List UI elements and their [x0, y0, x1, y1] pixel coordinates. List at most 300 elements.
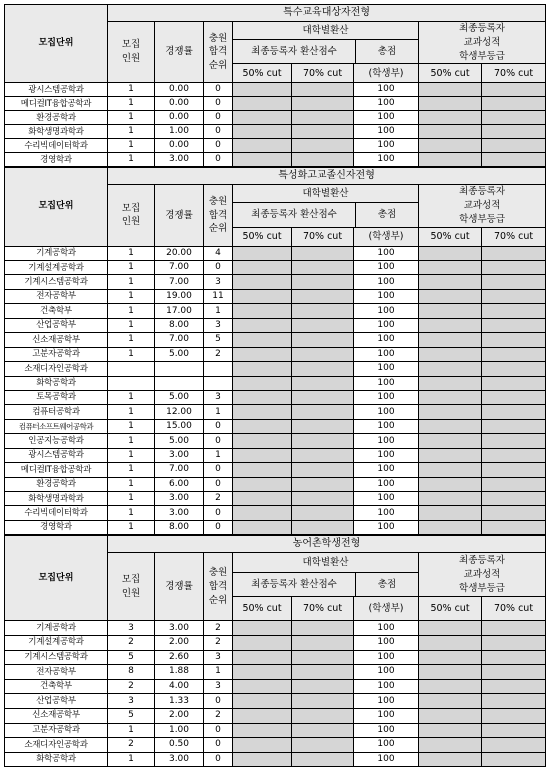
total-value: 100	[354, 83, 419, 97]
grade-header-text-line-1: 최종등록자	[459, 186, 505, 198]
conv-cut70-cell	[292, 419, 354, 433]
capacity-value: 3	[108, 694, 155, 709]
rank-value: 2	[204, 708, 233, 723]
capacity-value: 5	[108, 708, 155, 723]
table-row	[5, 97, 546, 111]
conv-cut50-cell	[233, 376, 292, 390]
unit-name: 화학공학과	[5, 376, 108, 390]
conv-cut50-cell	[233, 153, 292, 167]
capacity-value: 2	[108, 679, 155, 694]
rank-header-text-line-3: 순위	[208, 594, 228, 606]
grade-header-text-line-1: 최종등록자	[459, 23, 505, 34]
table-row	[5, 752, 546, 767]
competition-value: 1.00	[155, 125, 204, 139]
grade-cut70-cell	[482, 261, 546, 275]
capacity-value: 2	[108, 738, 155, 753]
competition-value: 4.00	[155, 679, 204, 694]
total-value: 100	[354, 506, 419, 520]
capacity-value: 1	[108, 289, 155, 303]
conv-cut70-cell	[292, 83, 354, 97]
total-value: 100	[354, 405, 419, 419]
grade-cut70-cell	[482, 679, 546, 694]
grade-cut70-header: 70% cut	[482, 64, 546, 83]
table-row	[5, 246, 546, 260]
competition-value: 5.00	[155, 347, 204, 361]
grade-cut70-cell	[482, 752, 546, 767]
unit-name: 산업공학부	[5, 694, 108, 709]
total-value: 100	[354, 463, 419, 477]
total-value: 100	[354, 261, 419, 275]
conv-cut70-cell	[292, 390, 354, 404]
capacity-value: 1	[108, 419, 155, 433]
capacity-header-text	[108, 573, 154, 601]
conv-cut50-cell	[233, 679, 292, 694]
conv-cut70-cell	[292, 635, 354, 650]
univ-conv-block	[233, 185, 419, 227]
header-row	[5, 536, 546, 553]
capacity-value: 3	[108, 621, 155, 636]
table-row	[5, 738, 546, 753]
conv-cut50-cell	[233, 318, 292, 332]
competition-value: 8.00	[155, 318, 204, 332]
unit-name: 신소재공학부	[5, 333, 108, 347]
capacity-value: 1	[108, 275, 155, 289]
rank-value: 1	[204, 405, 233, 419]
total-value: 100	[354, 635, 419, 650]
conv-cut50-cell	[233, 97, 292, 111]
capacity-value: 1	[108, 246, 155, 260]
rank-value: 3	[204, 318, 233, 332]
rank-value: 2	[204, 492, 233, 506]
conv-cut50-cell	[233, 738, 292, 753]
unit-name: 기계설계공학과	[5, 261, 108, 275]
grade-cut70-cell	[482, 477, 546, 491]
grade-cut50-cell	[419, 289, 482, 303]
conv-cut70-cell	[292, 111, 354, 125]
conv-cut70-cell	[292, 463, 354, 477]
grade-cut50-cell	[419, 246, 482, 260]
grade-header	[419, 185, 546, 227]
table-row	[5, 125, 546, 139]
grade-cut70-cell	[482, 520, 546, 534]
univ-conv-inner	[233, 185, 418, 226]
competition-value: 17.00	[155, 304, 204, 318]
total-value: 100	[354, 520, 419, 534]
grade-cut50-cell	[419, 347, 482, 361]
grade-cut50-cell	[419, 83, 482, 97]
competition-value: 0.00	[155, 111, 204, 125]
competition-value	[155, 376, 204, 390]
conv-cut70-cell	[292, 153, 354, 167]
table-row	[5, 419, 546, 433]
grade-cut70-cell	[482, 738, 546, 753]
cut50-header: 50% cut	[233, 597, 292, 621]
header-row	[5, 168, 546, 185]
unit-name: 광시스템공학과	[5, 448, 108, 462]
competition-value: 3.00	[155, 153, 204, 167]
table-row	[5, 347, 546, 361]
total-value: 100	[354, 289, 419, 303]
table-row	[5, 708, 546, 723]
rank-value: 0	[204, 463, 233, 477]
rank-value: 1	[204, 304, 233, 318]
table-row	[5, 289, 546, 303]
conv-cut70-cell	[292, 97, 354, 111]
grade-cut70-cell	[482, 635, 546, 650]
unit-name: 신소재공학부	[5, 708, 108, 723]
unit-name: 화학공학과	[5, 752, 108, 767]
conv-cut70-cell	[292, 289, 354, 303]
conv-cut70-cell	[292, 448, 354, 462]
total-header: 총점	[377, 45, 397, 57]
grade-cut50-cell	[419, 477, 482, 491]
capacity-value: 1	[108, 111, 155, 125]
competition-value: 3.00	[155, 752, 204, 767]
univ-conv-header: 대학별환산	[233, 185, 418, 203]
competition-value: 6.00	[155, 477, 204, 491]
conv-cut50-cell	[233, 477, 292, 491]
table-row	[5, 83, 546, 97]
table-row	[5, 405, 546, 419]
grade-cut50-cell	[419, 390, 482, 404]
table-row	[5, 390, 546, 404]
grade-cut70-cell	[482, 405, 546, 419]
total-value: 100	[354, 318, 419, 332]
total-value: 100	[354, 621, 419, 636]
rank-value: 3	[204, 679, 233, 694]
conv-cut70-cell	[292, 405, 354, 419]
unit-name: 인공지능공학과	[5, 434, 108, 448]
total-value: 100	[354, 665, 419, 680]
total-value: 100	[354, 125, 419, 139]
rank-value: 3	[204, 275, 233, 289]
grade-cut50-cell	[419, 139, 482, 153]
unit-name: 소재디자인공학과	[5, 738, 108, 753]
conv-cut70-cell	[292, 261, 354, 275]
competition-header: 경쟁률	[155, 22, 204, 83]
cut50-header: 50% cut	[233, 64, 292, 83]
grade-cut50-cell	[419, 304, 482, 318]
total-value: 100	[354, 434, 419, 448]
capacity-value: 1	[108, 477, 155, 491]
conv-cut50-cell	[233, 463, 292, 477]
conv-cut50-cell	[233, 723, 292, 738]
rank-value: 0	[204, 723, 233, 738]
conv-cut50-cell	[233, 261, 292, 275]
rank-value: 1	[204, 448, 233, 462]
grade-header	[419, 553, 546, 597]
total-value: 100	[354, 97, 419, 111]
capacity-header-text-line-2: 인원	[121, 53, 141, 65]
table-row	[5, 665, 546, 680]
rank-value: 2	[204, 347, 233, 361]
rank-value: 2	[204, 635, 233, 650]
grade-header-text-line-2: 교과성적	[463, 36, 501, 48]
grade-header-text	[419, 554, 545, 595]
competition-value: 3.00	[155, 492, 204, 506]
total-value: 100	[354, 708, 419, 723]
rank-header	[204, 185, 233, 246]
conv-cut50-cell	[233, 492, 292, 506]
table-row	[5, 621, 546, 636]
conv-cut50-cell	[233, 246, 292, 260]
grade-cut70-header: 70% cut	[482, 227, 546, 246]
conv-cut50-cell	[233, 111, 292, 125]
rank-value: 0	[204, 477, 233, 491]
rank-value: 0	[204, 694, 233, 709]
grade-cut50-cell	[419, 97, 482, 111]
grade-cut50-cell	[419, 708, 482, 723]
grade-cut70-cell	[482, 419, 546, 433]
rank-value: 0	[204, 752, 233, 767]
rank-header-text-line-1: 충원	[208, 567, 228, 579]
competition-value: 0.00	[155, 97, 204, 111]
final-conv-header: 최종등록자 환산점수	[233, 573, 356, 596]
conv-cut50-cell	[233, 434, 292, 448]
competition-value: 3.00	[155, 621, 204, 636]
total-value: 100	[354, 376, 419, 390]
rank-value: 11	[204, 289, 233, 303]
rank-value: 5	[204, 333, 233, 347]
grade-cut50-cell	[419, 261, 482, 275]
unit-header: 모집단위	[5, 168, 108, 246]
grade-cut50-cell	[419, 376, 482, 390]
rank-value: 0	[204, 261, 233, 275]
grade-cut70-cell	[482, 83, 546, 97]
rank-value: 0	[204, 506, 233, 520]
final-conv-header: 최종등록자 환산점수	[233, 203, 356, 226]
grade-cut50-cell	[419, 650, 482, 665]
capacity-value: 1	[108, 261, 155, 275]
total-value: 100	[354, 448, 419, 462]
table-row	[5, 679, 546, 694]
unit-name: 메디컬IT융합공학과	[5, 463, 108, 477]
table-row	[5, 318, 546, 332]
unit-name: 수리빅데이터학과	[5, 506, 108, 520]
grade-cut70-cell	[482, 275, 546, 289]
grade-cut70-cell	[482, 289, 546, 303]
final-conv-header: 최종등록자 환산점수	[233, 40, 356, 63]
total-value: 100	[354, 111, 419, 125]
conv-cut50-cell	[233, 520, 292, 534]
grade-header-text-line-2: 교과성적	[463, 568, 501, 580]
competition-value: 1.33	[155, 694, 204, 709]
unit-name: 컴퓨터공학과	[5, 405, 108, 419]
rank-header	[204, 22, 233, 83]
section-table-2	[4, 167, 546, 535]
conv-cut50-cell	[233, 347, 292, 361]
total-value: 100	[354, 679, 419, 694]
conv-cut50-cell	[233, 665, 292, 680]
unit-name: 고분자공학과	[5, 723, 108, 738]
table-row	[5, 448, 546, 462]
table-row	[5, 492, 546, 506]
unit-header: 모집단위	[5, 5, 108, 83]
conv-cut50-cell	[233, 83, 292, 97]
conv-cut50-cell	[233, 289, 292, 303]
capacity-value: 1	[108, 97, 155, 111]
total-value: 100	[354, 390, 419, 404]
rank-value: 4	[204, 246, 233, 260]
grade-cut70-cell	[482, 139, 546, 153]
capacity-header	[108, 553, 155, 621]
conv-cut70-cell	[292, 139, 354, 153]
competition-header: 경쟁률	[155, 185, 204, 246]
grade-cut50-cell	[419, 275, 482, 289]
grade-header	[419, 22, 546, 64]
unit-name: 경영학과	[5, 520, 108, 534]
capacity-value: 1	[108, 153, 155, 167]
total-value: 100	[354, 347, 419, 361]
capacity-value: 5	[108, 650, 155, 665]
conv-cut70-cell	[292, 492, 354, 506]
rank-header-text-line-3: 순위	[208, 60, 228, 72]
table-row	[5, 111, 546, 125]
conv-cut70-cell	[292, 723, 354, 738]
rank-header-text-line-2: 합격	[208, 46, 228, 58]
competition-value: 20.00	[155, 246, 204, 260]
capacity-value: 1	[108, 304, 155, 318]
grade-cut50-cell	[419, 419, 482, 433]
rank-header-text-line-2: 합격	[208, 580, 228, 592]
conv-cut70-cell	[292, 304, 354, 318]
rank-header-text-line-3: 순위	[208, 223, 228, 235]
conv-cut70-cell	[292, 125, 354, 139]
conv-cut50-cell	[233, 125, 292, 139]
total-value: 100	[354, 304, 419, 318]
total-value: 100	[354, 723, 419, 738]
section-title: 농어촌학생전형	[108, 536, 546, 553]
unit-name: 고분자공학과	[5, 347, 108, 361]
grade-cut50-cell	[419, 520, 482, 534]
rank-header-text-line-2: 합격	[208, 209, 228, 221]
table-row	[5, 635, 546, 650]
rank-value: 0	[204, 434, 233, 448]
unit-name: 토목공학과	[5, 390, 108, 404]
grade-cut70-cell	[482, 506, 546, 520]
capacity-value: 1	[108, 434, 155, 448]
total-value: 100	[354, 246, 419, 260]
rank-header	[204, 553, 233, 621]
capacity-value: 8	[108, 665, 155, 680]
total-value: 100	[354, 275, 419, 289]
table-row	[5, 275, 546, 289]
grade-header-text	[419, 185, 545, 226]
rank-header-text-line-1: 충원	[208, 195, 228, 207]
cut70-header: 70% cut	[292, 597, 354, 621]
grade-cut50-cell	[419, 752, 482, 767]
capacity-value: 1	[108, 83, 155, 97]
grade-cut70-cell	[482, 318, 546, 332]
grade-cut50-cell	[419, 111, 482, 125]
table-row	[5, 434, 546, 448]
grade-cut50-cell	[419, 635, 482, 650]
grade-cut70-cell	[482, 434, 546, 448]
unit-name: 기계공학과	[5, 246, 108, 260]
rank-header-text	[204, 566, 232, 607]
competition-value: 5.00	[155, 390, 204, 404]
grade-cut50-header: 50% cut	[419, 227, 482, 246]
total-sub-header: (학생부)	[354, 227, 419, 246]
total-header: 총점	[377, 579, 397, 591]
cut70-header: 70% cut	[292, 227, 354, 246]
capacity-value: 1	[108, 723, 155, 738]
conv-cut50-cell	[233, 506, 292, 520]
rank-value: 0	[204, 125, 233, 139]
grade-cut70-cell	[482, 694, 546, 709]
grade-cut70-header: 70% cut	[482, 597, 546, 621]
capacity-header-text	[108, 38, 154, 66]
univ-conv-sub	[233, 40, 418, 63]
total-sub-header: (학생부)	[354, 597, 419, 621]
conv-cut50-cell	[233, 419, 292, 433]
grade-cut50-header: 50% cut	[419, 597, 482, 621]
grade-cut70-cell	[482, 304, 546, 318]
univ-conv-sub	[233, 573, 418, 596]
capacity-header-text-line-1: 모집	[121, 574, 141, 586]
capacity-header	[108, 22, 155, 83]
competition-value: 7.00	[155, 463, 204, 477]
unit-name: 환경공학과	[5, 477, 108, 491]
grade-cut70-cell	[482, 347, 546, 361]
grade-cut70-cell	[482, 376, 546, 390]
conv-cut70-cell	[292, 347, 354, 361]
unit-name: 기계공학과	[5, 621, 108, 636]
capacity-header-text-line-2: 인원	[121, 587, 141, 599]
grade-cut50-cell	[419, 153, 482, 167]
grade-cut70-cell	[482, 362, 546, 376]
table-row	[5, 376, 546, 390]
grade-cut50-header: 50% cut	[419, 64, 482, 83]
rank-value: 0	[204, 419, 233, 433]
rank-value: 0	[204, 139, 233, 153]
capacity-value	[108, 376, 155, 390]
unit-name: 기계시스템공학과	[5, 275, 108, 289]
conv-cut50-cell	[233, 275, 292, 289]
grade-cut50-cell	[419, 679, 482, 694]
unit-name: 메디컬IT융합공학과	[5, 97, 108, 111]
conv-cut50-cell	[233, 635, 292, 650]
rank-value: 2	[204, 621, 233, 636]
capacity-value: 1	[108, 405, 155, 419]
conv-cut70-cell	[292, 318, 354, 332]
competition-header: 경쟁률	[155, 553, 204, 621]
grade-cut70-cell	[482, 448, 546, 462]
unit-name: 화학생명과학과	[5, 125, 108, 139]
conv-cut50-cell	[233, 333, 292, 347]
capacity-header-text-line-1: 모집	[121, 39, 141, 51]
grade-cut70-cell	[482, 492, 546, 506]
grade-cut50-cell	[419, 318, 482, 332]
total-sub-header: (학생부)	[354, 64, 419, 83]
grade-cut70-cell	[482, 125, 546, 139]
univ-conv-block	[233, 553, 419, 597]
total-value: 100	[354, 153, 419, 167]
competition-value: 5.00	[155, 434, 204, 448]
rank-value: 0	[204, 738, 233, 753]
grade-cut50-cell	[419, 723, 482, 738]
conv-cut70-cell	[292, 333, 354, 347]
table-row	[5, 694, 546, 709]
competition-value: 19.00	[155, 289, 204, 303]
capacity-value: 1	[108, 347, 155, 361]
table-row	[5, 261, 546, 275]
table-row	[5, 506, 546, 520]
rank-value	[204, 362, 233, 376]
grade-cut50-cell	[419, 621, 482, 636]
rank-value: 3	[204, 390, 233, 404]
section-title: 특성화고교졸신자전형	[108, 168, 546, 185]
